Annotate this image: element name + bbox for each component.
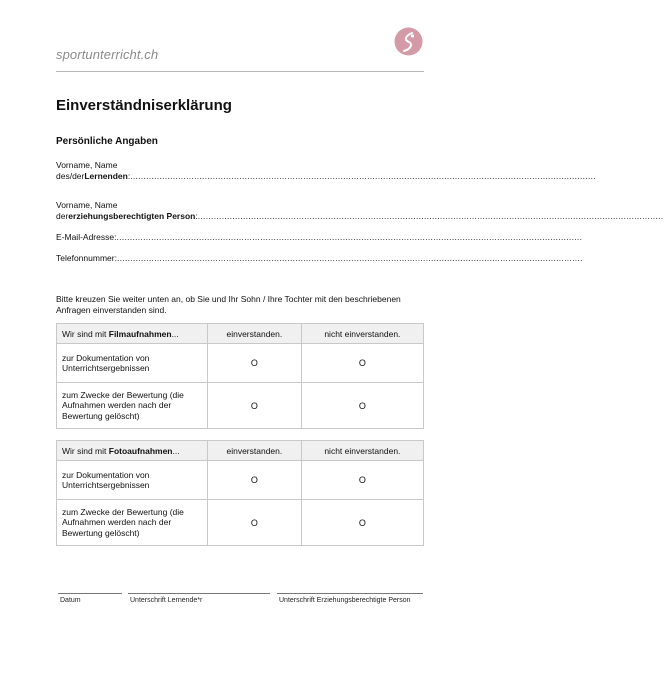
instructions-text: Bitte kreuzen Sie weiter unten an, ob Sie und Ihr Sohn / Ihre Tochter mit den beschriebenen Anfragen einverstanden sind. bbox=[56, 294, 401, 315]
table-row bbox=[57, 383, 424, 429]
field-student-name[interactable] bbox=[56, 160, 596, 182]
table-header-question bbox=[57, 324, 208, 344]
field-label-prefix: der bbox=[56, 211, 69, 221]
table-header-row bbox=[57, 441, 424, 461]
header-suffix: ... bbox=[171, 328, 179, 339]
signature-line-guardian[interactable] bbox=[277, 593, 423, 594]
table-row bbox=[57, 461, 424, 500]
field-email[interactable] bbox=[56, 232, 583, 243]
column-header-agree: einverstanden. bbox=[208, 441, 302, 461]
signature-label-guardian: Unterschrift Erziehungsberechtigte Person bbox=[279, 597, 411, 604]
consent-table-film bbox=[56, 323, 424, 429]
field-phone[interactable] bbox=[56, 253, 583, 264]
field-label: Vorname, Name bbox=[56, 200, 118, 210]
checkbox-disagree[interactable]: O bbox=[301, 383, 423, 429]
fill-in-line[interactable]: ............................................................................................................................................................................... bbox=[116, 232, 583, 242]
consent-table-photo bbox=[56, 440, 424, 546]
table-header-question bbox=[57, 441, 208, 461]
column-header-disagree: nicht einverstanden. bbox=[301, 441, 423, 461]
field-label-prefix: des/der bbox=[56, 171, 85, 181]
field-label-colon: : bbox=[127, 171, 131, 181]
fill-in-line[interactable]: ............................................................................................................................................................................... bbox=[197, 211, 664, 221]
checkbox-disagree[interactable]: O bbox=[301, 461, 423, 500]
checkbox-disagree[interactable]: O bbox=[301, 500, 423, 546]
checkbox-agree[interactable]: O bbox=[208, 500, 302, 546]
checkbox-agree[interactable]: O bbox=[208, 344, 302, 383]
field-label: Vorname, Name bbox=[56, 160, 118, 170]
checkbox-disagree[interactable]: O bbox=[301, 344, 423, 383]
table-header-row bbox=[57, 324, 424, 344]
column-header-agree: einverstanden. bbox=[208, 324, 302, 344]
row-label: zur Dokumentation von Unterrichtsergebnissen bbox=[57, 461, 208, 500]
field-label-bold: Lernenden bbox=[84, 171, 128, 181]
signature-line-student[interactable] bbox=[128, 593, 270, 594]
header-prefix: Wir sind mit bbox=[62, 328, 109, 339]
section-heading-personal: Persönliche Angaben bbox=[56, 136, 158, 147]
header-suffix: ... bbox=[172, 445, 180, 456]
header-divider bbox=[56, 71, 424, 72]
brand-name: sportunterricht.ch bbox=[56, 47, 159, 62]
signature-line-date[interactable] bbox=[58, 593, 122, 594]
column-header-disagree: nicht einverstanden. bbox=[301, 324, 423, 344]
signature-label-student: Unterschrift Lernende*r bbox=[130, 597, 203, 604]
fill-in-line[interactable]: ............................................................................................................................................................................... bbox=[130, 171, 596, 181]
field-label: Telefonnummer: bbox=[56, 253, 117, 263]
header-bold: Fotoaufnahmen bbox=[108, 445, 173, 456]
field-label-bold: erziehungsberechtigten Person bbox=[68, 211, 196, 221]
fill-in-line[interactable]: ............................................................................................................................................................................... bbox=[116, 253, 583, 263]
field-guardian-name[interactable] bbox=[56, 200, 664, 222]
signature-label-date: Datum bbox=[60, 597, 81, 604]
checkbox-agree[interactable]: O bbox=[208, 383, 302, 429]
row-label: zum Zwecke der Bewertung (die Aufnahmen werden nach der Bewertung gelöscht) bbox=[57, 500, 208, 546]
checkbox-agree[interactable]: O bbox=[208, 461, 302, 500]
field-label: E-Mail-Adresse: bbox=[56, 232, 117, 242]
logo-icon bbox=[394, 27, 423, 56]
table-row bbox=[57, 344, 424, 383]
header-bold: Filmaufnahmen bbox=[108, 328, 172, 339]
field-label-colon: : bbox=[195, 211, 198, 221]
row-label: zum Zwecke der Bewertung (die Aufnahmen werden nach der Bewertung gelöscht) bbox=[57, 383, 208, 429]
row-label: zur Dokumentation von Unterrichtsergebnissen bbox=[57, 344, 208, 383]
header-prefix: Wir sind mit bbox=[62, 445, 109, 456]
document-title: Einverständniserklärung bbox=[56, 97, 232, 114]
table-row bbox=[57, 500, 424, 546]
